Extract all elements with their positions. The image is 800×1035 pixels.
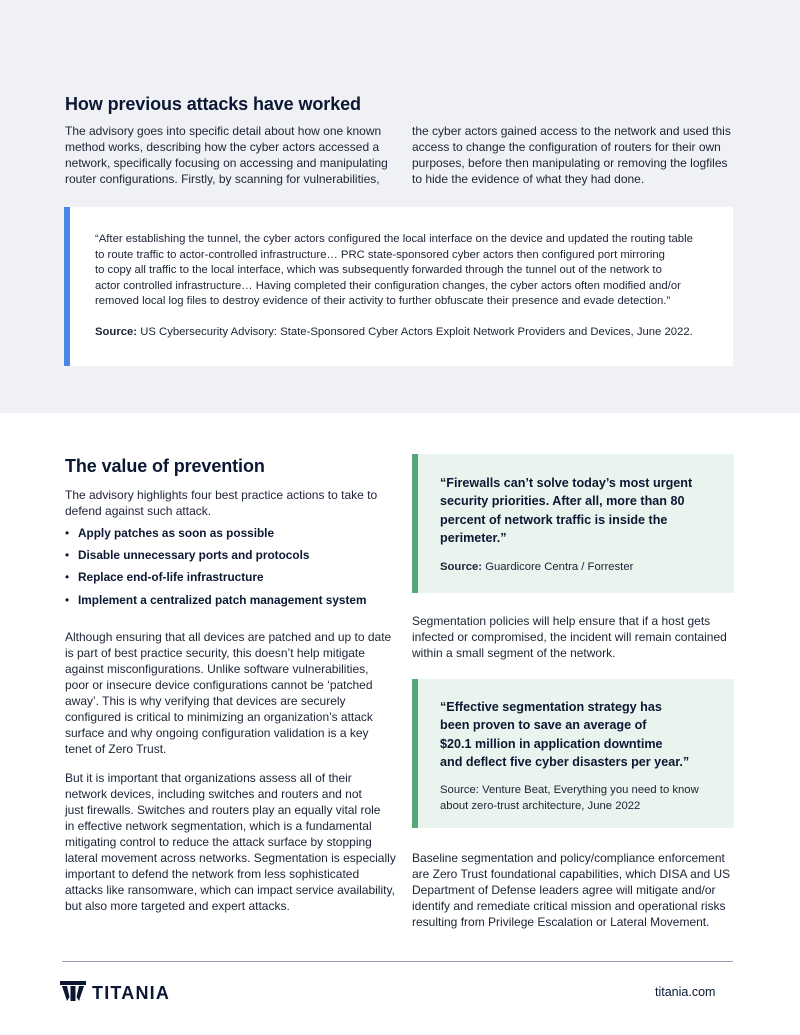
text-line: router configurations. Firstly, by scanning for vulnerabilities, [65, 172, 380, 186]
baseline-paragraph [412, 850, 742, 930]
text-line: But it is important that organizations assess all of their [65, 771, 352, 785]
text-line: “After establishing the tunnel, the cyber actors configured the local interface on the device and updated the routing table [95, 233, 693, 245]
text-line: to copy all traffic to the local interface, which was subsequently forwarded through the tunnel out of the network to [95, 264, 662, 277]
intro-column-left [65, 123, 395, 187]
text-line: Department of Defense leaders agree will mitigate and/or [412, 883, 716, 897]
source-label: Source: [95, 326, 138, 338]
source-text: Guardicore Centra / Forrester [482, 561, 634, 573]
text-line: surface and why ongoing configuration validation is a key [65, 726, 369, 740]
text-line: method works, describing how the cyber actors accessed a [65, 140, 380, 154]
patching-paragraph [65, 629, 400, 757]
segmentation-quote [440, 698, 730, 771]
text-line: lateral movement across networks. Segmentation is especially [65, 851, 396, 865]
text-line: configured is critical to minimizing an organization’s attack [65, 710, 373, 724]
segmentation-callout [412, 679, 734, 828]
text-line: “Effective segmentation strategy has [440, 700, 662, 714]
text-line: Source: Venture Beat, Everything you need to know [440, 784, 699, 796]
text-line: perimeter.” [440, 530, 507, 545]
text-line: Baseline segmentation and policy/compliance enforcement [412, 851, 725, 865]
advisory-quote [95, 232, 720, 310]
firewall-quote [440, 474, 730, 547]
list-item [65, 592, 395, 614]
advisory-source [95, 325, 725, 340]
bullet-dot: • [65, 548, 70, 563]
text-line: Although ensuring that all devices are patched and up to date [65, 630, 392, 644]
firewall-source [440, 559, 730, 575]
website-link[interactable]: titania.com [655, 985, 716, 999]
text-line: actor controlled infrastructure… Having completed their configuration changes, the cyber actors often modified and/or [95, 279, 681, 292]
text-line: resulting from Privilege Escalation or Lateral Movement. [412, 915, 710, 929]
intro-column-right [412, 123, 742, 187]
text-line: The advisory goes into specific detail about how one known [65, 124, 382, 138]
text-line: Segmentation policies will help ensure that if a host gets [412, 614, 711, 628]
list-item [65, 525, 395, 547]
prevention-intro [65, 487, 395, 519]
advisory-quote-box [64, 207, 733, 366]
text-line: in effective network segmentation, which is a fundamental [65, 819, 372, 833]
text-line: important to defend the network from less sophisticated [65, 867, 360, 881]
text-line: about zero-trust architecture, June 2022 [440, 800, 641, 812]
segmentation-source [440, 782, 735, 814]
text-line: identify and remediate critical mission and operational risks [412, 899, 726, 913]
text-line: to route traffic to actor-controlled infrastructure… PRC state-sponsored cyber actors then configured port mirroring [95, 248, 665, 261]
text-line: purposes, before then manipulating or removing the logfiles [412, 156, 728, 170]
text-line: network, specifically focusing on accessing and manipulating [65, 156, 388, 170]
text-line: been proven to save an average of [440, 718, 647, 733]
text-line: attacks like ransomware, which can impact service availability, [65, 883, 395, 897]
list-item-text: Apply patches as soon as possible [78, 526, 275, 540]
text-line: “Firewalls can’t solve today’s most urgent [440, 476, 693, 490]
text-line: is part of best practice security, this doesn’t help mitigate [65, 646, 365, 660]
footer-divider [62, 961, 733, 962]
text-line: the cyber actors gained access to the network and used this [412, 124, 731, 138]
text-line: just firewalls. Switches and routers play an equally vital role [65, 803, 381, 817]
logo-wordmark: TITANIA [92, 983, 171, 1003]
network-devices-paragraph [65, 770, 400, 914]
text-line: infected or compromised, the incident will remain contained [412, 630, 727, 644]
firewall-callout [412, 454, 734, 593]
text-line: tenet of Zero Trust. [65, 742, 167, 756]
text-line: percent of network traffic is inside the [440, 512, 668, 527]
titania-mark-icon [60, 981, 86, 1006]
text-line: to hide the evidence of what they had done. [412, 172, 645, 186]
text-line: against misconfigurations. Unlike software vulnerabilities, [65, 662, 369, 676]
source-label: Source: [440, 561, 483, 573]
list-item-text: Replace end-of-life infrastructure [78, 570, 264, 585]
list-item [65, 547, 395, 569]
list-item-text: Implement a centralized patch management system [78, 592, 367, 607]
text-line: poor or insecure device configurations cannot be ‘patched [65, 678, 373, 692]
list-item [65, 569, 395, 591]
heading-value-of-prevention: The value of prevention [65, 456, 265, 476]
text-line: network devices, including switches and routers and not [65, 787, 362, 801]
titania-logo [60, 981, 170, 1006]
text-line: defend against such attack. [65, 504, 212, 518]
text-line: mitigating control to reduce the attack surface by stopping [65, 835, 372, 849]
source-text: US Cybersecurity Advisory: State-Sponsored Cyber Actors Exploit Network Providers and Devices, June 2022. [137, 326, 693, 338]
bullet-dot: • [65, 570, 70, 585]
text-line: removed local log files to destroy evidence of their activity to further obfuscate their presence and evade detection.” [95, 295, 671, 308]
list-item-text: Disable unnecessary ports and protocols [78, 548, 310, 563]
heading-previous-attacks: How previous attacks have worked [65, 94, 361, 114]
text-line: away’. This is why verifying that devices are securely [65, 694, 346, 708]
text-line: but also more targeted and expert attacks. [65, 899, 290, 913]
text-line: security priorities. After all, more than 80 [440, 494, 685, 509]
text-line: are Zero Trust foundational capabilities, which DISA and US [412, 867, 731, 881]
text-line: access to change the configuration of routers for their own [412, 140, 721, 154]
text-line: and deflect five cyber disasters per year.” [440, 754, 690, 769]
text-line: within a small segment of the network. [412, 646, 616, 660]
bullet-dot: • [65, 592, 70, 607]
segmentation-paragraph [412, 613, 742, 661]
best-practice-list [65, 525, 395, 614]
text-line: The advisory highlights four best practice actions to take to [65, 488, 378, 502]
bullet-dot: • [65, 526, 70, 540]
text-line: $20.1 million in application downtime [440, 736, 663, 751]
